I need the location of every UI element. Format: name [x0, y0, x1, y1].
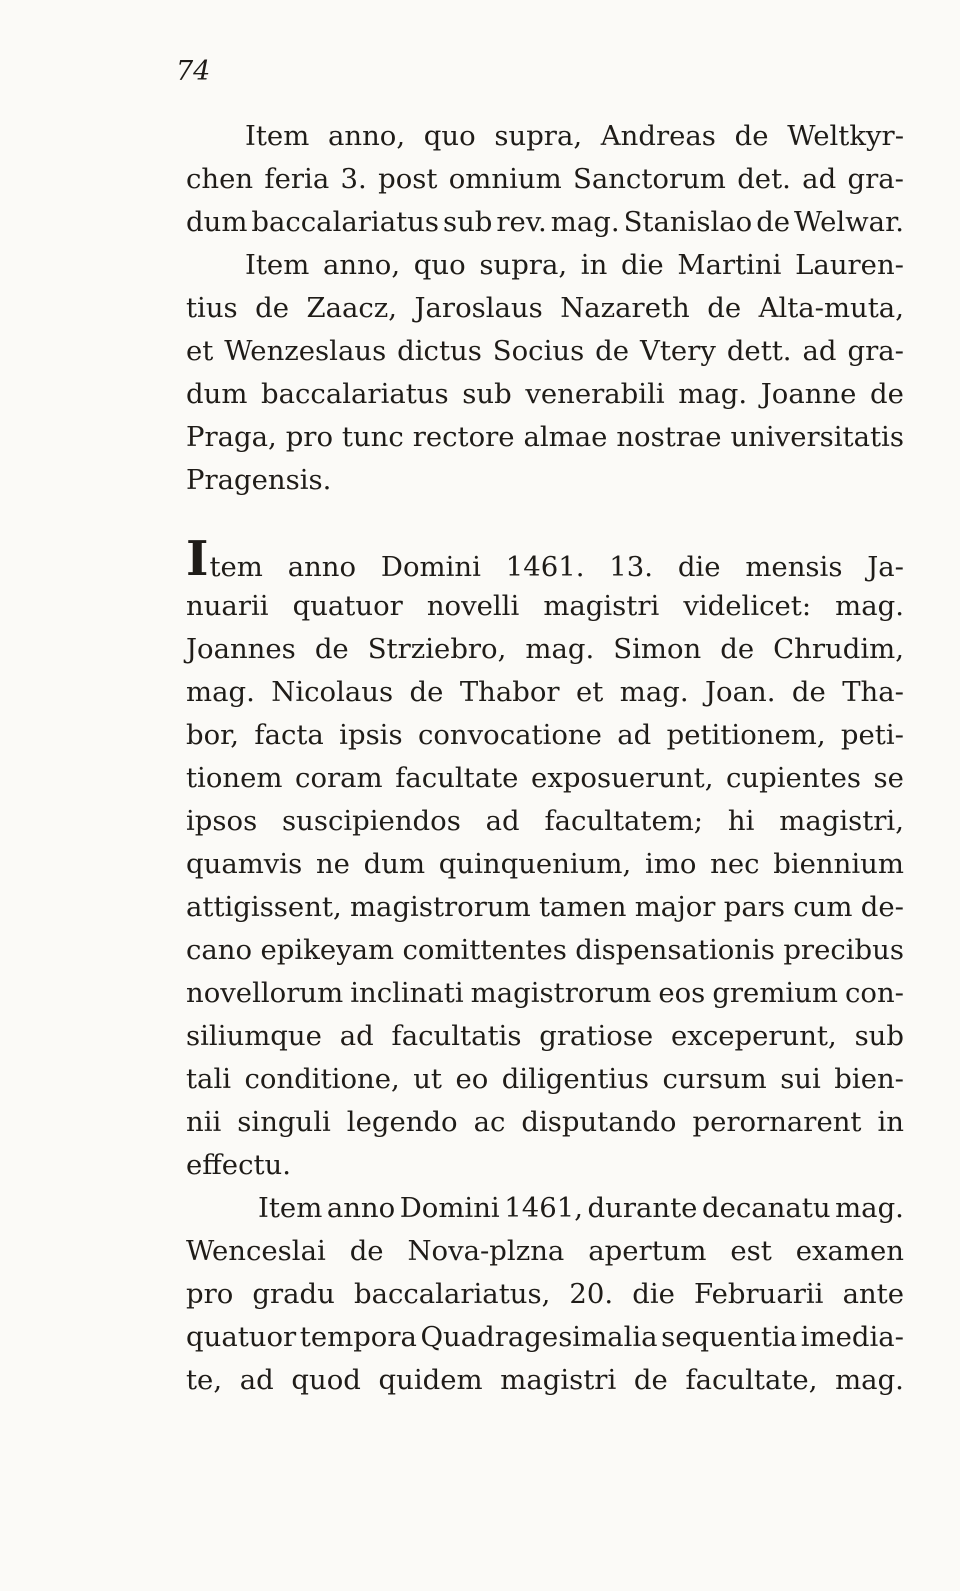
text-line: Item anno, quo supra, in die Martini Lauren- [245, 249, 904, 281]
text-line: tali conditione, ut eo diligentius cursum sui bien- [186, 1063, 904, 1095]
text-line: et Wenzeslaus dictus Socius de Vtery dett. ad gra- [186, 335, 904, 367]
text-line: chen feria 3. post omnium Sanctorum det. ad gra- [186, 163, 904, 195]
text-line: dum baccalariatus sub rev. mag. Stanislao de Welwar. [186, 206, 904, 238]
text-line: Joannes de Strziebro, mag. Simon de Chrudim, [186, 633, 904, 665]
page-number: 74 [176, 56, 211, 87]
text-line: quamvis ne dum quinquenium, imo nec biennium [186, 848, 904, 880]
first-line-rest: tem anno Domini 1461. 13. die mensis Ja- [209, 550, 904, 583]
text-line: Item anno Domini 1461, durante decanatu mag. [258, 1192, 904, 1224]
text-line: dum baccalariatus sub venerabili mag. Joanne de [186, 378, 904, 410]
text-line: bor, facta ipsis convocatione ad petitionem, peti- [186, 719, 904, 751]
text-line: effectu. [186, 1149, 291, 1181]
text-line: quatuor tempora Quadragesimalia sequentia imedia- [186, 1321, 904, 1353]
text-line [186, 531, 904, 587]
text-line: nii singuli legendo ac disputando perornarent in [186, 1106, 904, 1138]
text-line: attigissent, magistrorum tamen major pars cum de- [186, 891, 904, 923]
text-line: siliumque ad facultatis gratiose exceperunt, sub [186, 1020, 904, 1052]
text-line: pro gradu baccalariatus, 20. die Februarii ante [186, 1278, 904, 1310]
text-line: novellorum inclinati magistrorum eos gremium con- [186, 977, 904, 1009]
text-line: Item anno, quo supra, Andreas de Weltkyr- [245, 120, 904, 152]
text-line: mag. Nicolaus de Thabor et mag. Joan. de Tha- [186, 676, 904, 708]
drop-cap: I [186, 531, 209, 587]
text-line: Pragensis. [186, 464, 332, 496]
text-line: ipsos suscipiendos ad facultatem; hi magistri, [186, 805, 904, 837]
text-line: te, ad quod quidem magistri de facultate, mag. [186, 1364, 904, 1396]
text-line: tionem coram facultate exposuerunt, cupientes se [186, 762, 904, 794]
text-line: Praga, pro tunc rectore almae nostrae universitatis [186, 421, 904, 453]
text-line: tius de Zaacz, Jaroslaus Nazareth de Alta-muta, [186, 292, 904, 324]
text-line: nuarii quatuor novelli magistri videlicet: mag. [186, 590, 904, 622]
text-line: Wenceslai de Nova-plzna apertum est examen [186, 1235, 904, 1267]
text-line: cano epikeyam comittentes dispensationis precibus [186, 934, 904, 966]
